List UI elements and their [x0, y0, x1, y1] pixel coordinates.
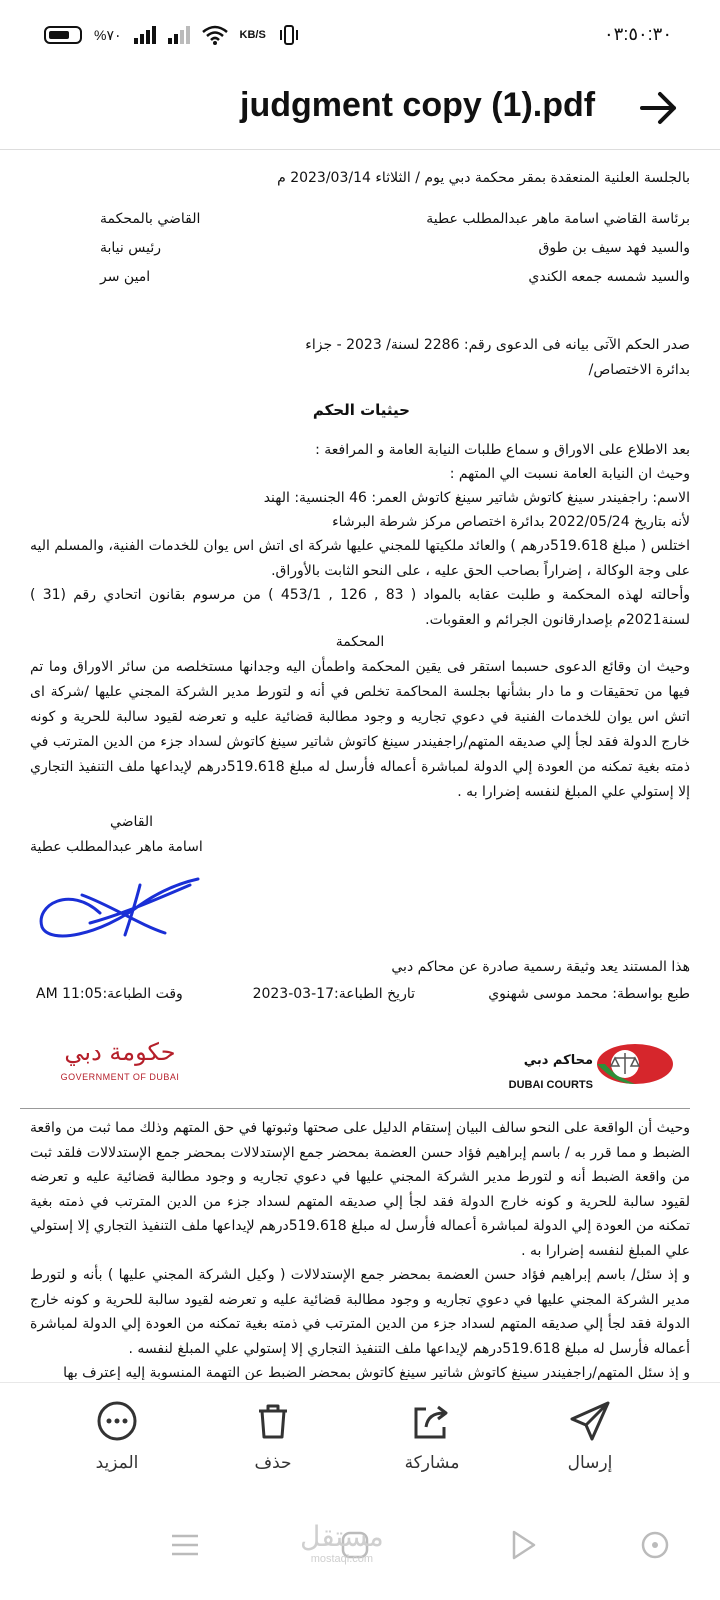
- judge-name: اسامة ماهر عبدالمطلب عطية: [30, 839, 203, 855]
- page2-paragraph-2: و إذ سئل/ باسم إبراهيم فؤاد حسن العضمة بمحضر جمع الإستدلالات ( وكيل الشركة المجني عليها ) بأنه و لتورط مدير الشركة المجني عليها في دعوي تجاريه و وجود مطالبة قضائية عليه و تعرضه لقيود سالبة للحرية و كونه خارج الدولة فقد لجأ إلي صديقه المتهم لسداد جزء من الدين المترتب في ذمته بغية تمكنه من العودة إلي الدولة لمباشرة أعماله فأرسل له مبلغ 519.618درهم لإيداعها ملف التنفيذ التجاري إلا إستولي علي المبلغ لنفسه .: [30, 1267, 690, 1357]
- ruling-line-2: بدائرة الاختصاص/: [588, 362, 690, 378]
- court-heading: المحكمة: [335, 634, 385, 650]
- document-title: judgment copy (1).pdf: [240, 86, 596, 124]
- vibrate-icon: [278, 24, 300, 46]
- text-line-1: بعد الاطلاع على الاوراق و سماع طلبات النيابة العامة و المرافعة :: [315, 442, 690, 458]
- government-of-dubai-logo: حكومة دبي GOVERNMENT OF DUBAI: [60, 1038, 180, 1082]
- back-icon[interactable]: [506, 1528, 540, 1562]
- panel-role-3: امين سر: [100, 269, 151, 285]
- text-line-3: الاسم: راجفيندر سينغ كاتوش شاتير سينغ كاتوش العمر: 46 الجنسية: الهند: [263, 490, 690, 506]
- recents-icon[interactable]: [168, 1528, 202, 1562]
- battery-icon: [44, 26, 82, 44]
- scales-emblem-icon: [595, 1040, 675, 1088]
- more-button[interactable]: [62, 1399, 172, 1473]
- document-page: [20, 160, 700, 1105]
- signal-2-icon: [168, 26, 190, 44]
- share-label: مشاركة: [404, 1453, 460, 1473]
- document-page-2: [20, 1110, 700, 1380]
- status-bar: [0, 0, 720, 70]
- status-icons: [44, 24, 300, 46]
- page-divider: [20, 1108, 690, 1109]
- delete-label: حذف: [254, 1453, 292, 1473]
- trash-icon: [251, 1399, 295, 1443]
- ruling-line-1: صدر الحكم الآتى بيانه فى الدعوى رقم: 2286 لسنة/ 2023 - جزاء: [305, 337, 690, 353]
- watermark: مستقل mostaql.com: [300, 1520, 384, 1565]
- text-line-4: لأنه بتاريخ 2022/05/24 بدائرة اختصاص مركز شرطة البرشاء: [332, 514, 690, 530]
- network-speed: KB/S: [239, 29, 266, 41]
- title-bar: [0, 70, 720, 150]
- panel-name-3: والسيد شمسه جمعه الكندي: [528, 269, 690, 285]
- session-line: بالجلسة العلنية المنعقدة بمقر محكمة دبي يوم / الثلاثاء 2023/03/14 م: [277, 170, 690, 186]
- delete-button[interactable]: [218, 1399, 328, 1473]
- status-time: ٠٣:٥٠:٣٠: [603, 24, 672, 44]
- court-paragraph: وحيث ان وقائع الدعوى حسبما استقر فى يقين المحكمة واطمأن اليه وجدانها مستخلصه من سائر الاوراق وما تم فيها من تحقيقات و ما دار بشأنها بجلسة المحاكمة تخلص في أنه و لتورط مدير الشركة المجني عليها /شركة اى اتش اس يوان للخدمات الفنية في دعوي تجاريه و وجود مطالبة قضائية عليه و تعرضه لقيود سالبة للحرية و كونه خارج الدولة فقد لجأ إلي صديقه المتهم/راجفيندر سينغ كاتوش شاتير سينغ كاتوش لسداد جزء من الدين المترتب في ذمته بغية تمكنه من العودة إلي الدولة لمباشرة أعماله فأرسل له مبلغ 519.618درهم لإيداعها ملف التنفيذ التجاري إلا إستولي علي المبلغ لنفسه إضرارا به .: [30, 659, 690, 800]
- more-label: المزيد: [95, 1453, 139, 1473]
- text-line-2: وحيث ان النيابة العامة نسبت الي المتهم :: [449, 466, 690, 482]
- judge-title: القاضي: [110, 814, 154, 830]
- navigation-bar: [0, 1500, 720, 1600]
- share-icon: [410, 1399, 454, 1443]
- arrow-right-icon[interactable]: [636, 86, 680, 130]
- signal-icon: [134, 26, 156, 44]
- send-button[interactable]: [535, 1399, 645, 1473]
- send-icon: [568, 1399, 612, 1443]
- bottom-toolbar: [0, 1382, 720, 1492]
- panel-name-2: والسيد فهد سيف بن طوق: [538, 240, 690, 256]
- charge-paragraph: اختلس ( مبلغ 519.618درهم ) والعائد ملكيتها للمجني عليها شركة اى اتش اس يوان للخدمات الفنية، والمسلم اليه على وجة الوكالة ، إضراراً بصاحب الحق عليه ، على النحو الثابت بالأوراق.: [30, 538, 691, 579]
- official-note: هذا المستند يعد وثيقة رسمية صادرة عن محاكم دبي: [391, 959, 690, 975]
- panel-role-2: رئيس نيابة: [100, 240, 161, 256]
- printed-by: طبع بواسطة: محمد موسى شهنوي: [488, 986, 690, 1002]
- dubai-courts-logo: محاكم دبي DUBAI COURTS: [500, 1040, 680, 1090]
- panel-name-1: برئاسة القاضي اسامة ماهر عبدالمطلب عطية: [426, 211, 690, 227]
- share-button[interactable]: [377, 1399, 487, 1473]
- battery-percent: %٧٠: [94, 26, 122, 43]
- page2-paragraph-3: و إذ سئل المتهم/راجفيندر سينغ كاتوش شاتير سينغ كاتوش بمحضر الضبط عن التهمة المنسوبة إليه إعترف بها: [63, 1365, 690, 1380]
- assistant-icon[interactable]: [638, 1528, 672, 1562]
- more-icon: [95, 1399, 139, 1443]
- judgment-heading: حيثيات الحكم: [312, 401, 410, 419]
- print-date: تاريخ الطباعة:17-03-2023: [252, 986, 415, 1002]
- signature-image: [30, 865, 210, 945]
- send-label: إرسال: [567, 1453, 613, 1473]
- panel-role-1: القاضي بالمحكمة: [100, 211, 201, 227]
- wifi-icon: [202, 25, 228, 45]
- print-time: وقت الطباعة:AM 11:05: [36, 986, 183, 1002]
- page2-paragraph-1: وحيث أن الواقعة على النحو سالف البيان إستقام الدليل على صحتها وثبوتها في حق المتهم وذلك مما ثبت من واقعة الضبط و مما قرر به / باسم إبراهيم فؤاد حسن العضمة بمحضر جمع الإستدلالات بمحضر جمع الإستدلالات فلقد ثبت من واقعة الضبط أنه و لتورط مدير الشركة المجني عليها في دعوي تجاريه و وجود مطالبة قضائية عليه و تعرضه لقيود سالبة للحرية و كونه خارج الدولة فقد لجأ إلي صديقه المتهم لسداد جزء من الدين المترتب في ذمته بغية تمكنه من العودة إلي الدولة لمباشرة أعماله فأرسل له مبلغ 519.618درهم لإيداعها ملف التنفيذ التجاري إلا إستولي علي المبلغ لنفسه إضرارا به .: [30, 1120, 690, 1259]
- referral-paragraph: وأحالته لهذه المحكمة و طلبت عقابه بالمواد ( 83 , 126 , 453/1 ) من مرسوم بقانون اتحادي رقم (31 ) لسنة2021م بإصدارقانون الجرائم و العقوبات.: [30, 587, 690, 628]
